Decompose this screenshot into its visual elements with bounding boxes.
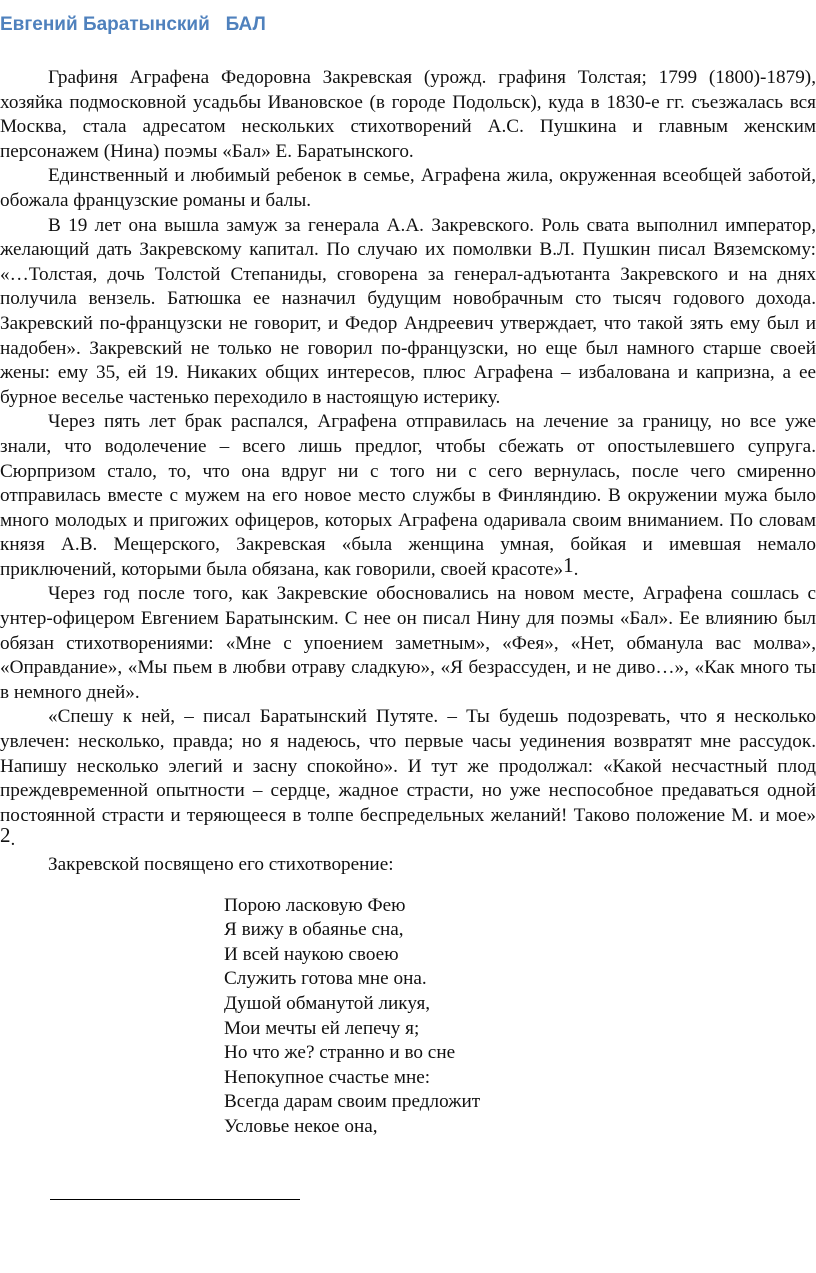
page-title: Евгений Баратынский БАЛ xyxy=(0,14,266,35)
poem-line: И всей наукою своею xyxy=(224,943,399,965)
footnote-marker[interactable]: 2 xyxy=(0,823,11,848)
paragraph: Через год после того, как Закревские обосновались на новом месте, Аграфена сошлась с унтер-офицером Евгением Баратынским. С нее он писал Нину для поэмы «Бал». Ее влиянию был обязан стихотворениями: «Мне с упоением заметным», «Фея», «Нет, обманула вас молва», «Оправдание», «Мы пьем в любви отраву сладкую», «Я безрассуден, и не диво…», «Как много ты в немного дней». xyxy=(0,583,816,703)
paragraph: В 19 лет она вышла замуж за генерала А.А. Закревского. Роль свата выполнил император, желающий дать Закревскому капитал. По случаю их помолвки В.Л. Пушкин писал Вяземскому: «…Толстая, дочь Толстой Степаниды, сговорена за генерал-адъютанта Закревского и на днях получила вензель. Батюшка ее назначил будущим новобрачным сто тысяч годового дохода. Закревский по-французски не говорит, и Федор Андреевич утверждает, что такой зять ему был и надобен». Закревский не только не говорил по-французски, но еще был намного старше своей жены: ему 35, ей 19. Никаких общих интересов, плюс Аграфена – избалована и капризна, а ее бурное веселье частенько переходило в настоящую истерику. xyxy=(0,214,816,408)
paragraph: Закревской посвящено его стихотворение: xyxy=(48,854,394,875)
poem-line: Служить готова мне она. xyxy=(224,968,427,990)
footnote-separator xyxy=(50,1199,300,1200)
poem-line: Душой обманутой ликуя, xyxy=(224,992,431,1014)
document-body xyxy=(0,66,816,1140)
footnote-marker[interactable]: 1 xyxy=(563,552,574,577)
poem xyxy=(224,894,816,1140)
paragraph: «Спешу к ней, – писал Баратынский Путяте. – Ты будешь подозревать, что я несколько увлечен: несколько, правда; но я надеюсь, что первые часы уединения возвратят мне рассудок. Напишу несколько элегий и засну спокойно». И тут же продолжал: «Какой несчастный плод преждевременной опытности – сердце, жадное страсти, но уже неспособное предаваться одной постоянной страсти и теряющееся в толпе беспредельных желаний! Таково положение М. и мое» 2. xyxy=(0,706,816,851)
paragraph: Графиня Аграфена Федоровна Закревская (урожд. графиня Толстая; 1799 (1800)-1879), хозяйка подмосковной усадьбы Ивановское (в городе Подольск), куда в 1830-е гг. съезжалась вся Москва, стала адресатом нескольких стихотворений А.С. Пушкина и главным женским персонажем (Нина) поэмы «Бал» Е. Баратынского. xyxy=(0,67,816,162)
poem-line: Непокупное счастье мне: xyxy=(224,1066,431,1088)
poem-line: Порою ласковую Фею xyxy=(224,894,406,916)
paragraph: Единственный и любимый ребенок в семье, Аграфена жила, окруженная всеобщей заботой, обожала французские романы и балы. xyxy=(0,165,816,211)
poem-line: Всегда дарам своим предложит xyxy=(224,1091,481,1113)
poem-line: Условье некое она, xyxy=(224,1115,378,1137)
paragraph: Через пять лет брак распался, Аграфена отправилась на лечение за границу, но все уже знали, что водолечение – всего лишь предлог, чтобы сбежать от опостылевшего супруга. Сюрпризом стало, то, что она вдруг ни с того ни с сего вернулась, после чего смиренно отправилась вместе с мужем на его новое место службы в Финляндию. В окружении мужа было много молодых и пригожих офицеров, которых Аграфена одаривала своим вниманием. По словам князя А.В. Мещерского, Закревская «была женщина умная, бойкая и имевшая немало приключений, которыми была обязана, как говорили, своей красоте»1. xyxy=(0,411,816,580)
poem-line: Я вижу в обаянье сна, xyxy=(224,919,404,941)
poem-line: Мои мечты ей лепечу я; xyxy=(224,1017,420,1039)
poem-line: Но что же? странно и во сне xyxy=(224,1042,456,1064)
